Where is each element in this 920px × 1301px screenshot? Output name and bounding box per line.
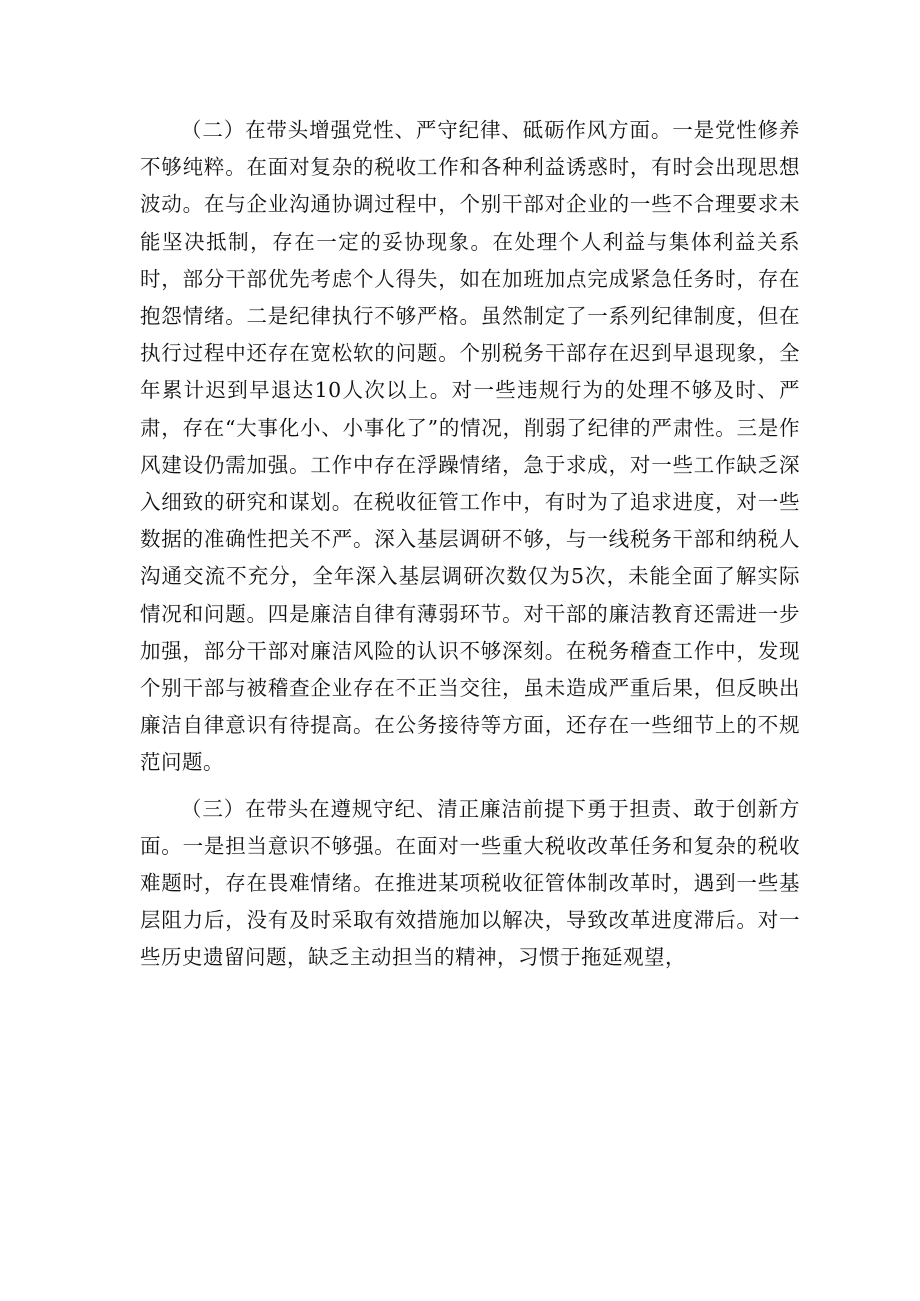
document-body: [140, 112, 800, 977]
paragraph-section-2: （二）在带头增强党性、严守纪律、砥砺作风方面。一是党性修养不够纯粹。在面对复杂的税收工作和各种利益诱惑时，有时会出现思想波动。在与企业沟通协调过程中，个别干部对企业的一些不合理要求未能坚决抵制，存在一定的妥协现象。在处理个人利益与集体利益关系时，部分干部优先考虑个人得失，如在加班加点完成紧急任务时，存在抱怨情绪。二是纪律执行不够严格。虽然制定了一系列纪律制度，但在执行过程中还存在宽松软的问题。个别税务干部存在迟到早退现象，全年累计迟到早退达10人次以上。对一些违规行为的处理不够及时、严肃，存在“大事化小、小事化了”的情况，削弱了纪律的严肃性。三是作风建设仍需加强。工作中存在浮躁情绪，急于求成，对一些工作缺乏深入细致的研究和谋划。在税收征管工作中，有时为了追求进度，对一些数据的准确性把关不严。深入基层调研不够，与一线税务干部和纳税人沟通交流不充分，全年深入基层调研次数仅为5次，未能全面了解实际情况和问题。四是廉洁自律有薄弱环节。对干部的廉洁教育还需进一步加强，部分干部对廉洁风险的认识不够深刻。在税务稽查工作中，发现个别干部与被稽查企业存在不正当交往，虽未造成严重后果，但反映出廉洁自律意识有待提高。在公务接待等方面，还存在一些细节上的不规范问题。: [140, 118, 800, 775]
paragraph-section-3: （三）在带头在遵规守纪、清正廉洁前提下勇于担责、敢于创新方面。一是担当意识不够强。在面对一些重大税收改革任务和复杂的税收难题时，存在畏难情绪。在推进某项税收征管体制改革时，遇到一些基层阻力后，没有及时采取有效措施加以解决，导致改革进度滞后。对一些历史遗留问题，缺乏主动担当的精神，习惯于拖延观望，: [140, 796, 800, 970]
